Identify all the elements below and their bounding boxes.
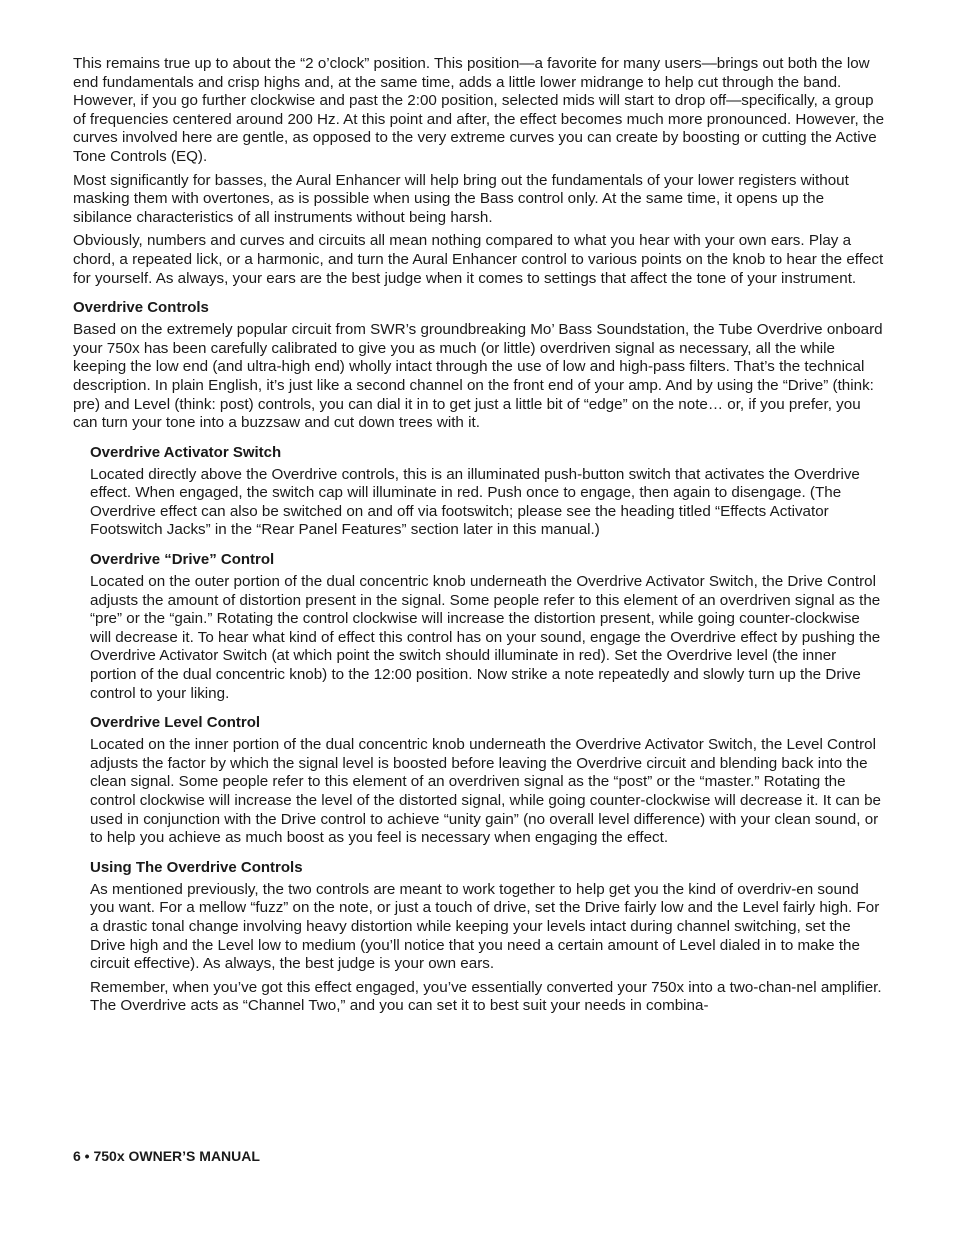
using-section [90, 858, 885, 1016]
activator-paragraph: Located directly above the Overdrive controls, this is an illuminated push-button switch that activates the Overdrive effect. When engaged, the switch cap will illuminate in red. Push once to engage, then again to disengage. (The Overdrive effect can also be switched on and off via footswitch; please see the heading titled “Effects Activator Footswitch Jacks” in the “Rear Panel Features” section later in this manual.) [90, 465, 860, 539]
page-footer: 6 • 750x OWNER’S MANUAL [73, 1148, 260, 1164]
using-heading: Using The Overdrive Controls [90, 858, 303, 876]
drive-heading: Overdrive “Drive” Control [90, 551, 275, 569]
level-paragraph: Located on the inner portion of the dual concentric knob underneath the Overdrive Activator Switch, the Level Control adjusts the factor by which the signal level is boosted before leaving the Overdrive circuit and blending back into the clean signal. Some people refer to this element of an overdriven signal as the “post” or the “master.” Rotating the control clockwise will increase the level of the distorted signal, while going counter-clockwise will decrease it. It can be used in conjunction with the Drive control to achieve “unity gain” (no overall level difference) with your clean sound, or to help you achieve as much boost as you feel is necessary when engaging the effect. [90, 736, 881, 847]
level-heading: Overdrive Level Control [90, 714, 261, 732]
using-paragraph-2: Remember, when you’ve got this effect engaged, you’ve essentially converted your 750x into a two-chan-nel amplifier. The Overdrive acts as “Channel Two,” and you can set it to best suit your needs in combina- [90, 978, 882, 1015]
drive-paragraph: Located on the outer portion of the dual concentric knob underneath the Overdrive Activator Switch, the Drive Control adjusts the amount of distortion present in the signal. Some people refer to this element of an overdriven signal as the “pre” or the “gain.” Rotating the control clockwise will increase the distortion present, while going counter-clockwise will decrease it. To hear what kind of effect this control has on your sound, engage the Overdrive effect by pushing the Overdrive Activator Switch (at which point the switch should illuminate in red). Set the Overdrive level (the inner portion of the dual concentric knob) to the 12:00 position. Now strike a note repeatedly and slowly turn up the Drive control to your liking. [90, 573, 881, 702]
activator-section [90, 443, 885, 540]
overdrive-paragraph: Based on the extremely popular circuit from SWR’s groundbreaking Mo’ Bass Soundstation, the Tube Overdrive onboard your 750x has been carefully calibrated to give you as much (or little) overdriven signal as necessary, all the while keeping the low end (and ultra-high end) wholly intact through the use of low and high-pass filters. That’s the technical description. In plain English, it’s just like a second channel on the front end of your amp. And by using the “Drive” (think: pre) and Level (think: post) controls, you can dial it in to get just a little bit of “edge” on the note… or, if you prefer, you can turn your tone into a buzzsaw and cut down trees with it. [73, 321, 883, 432]
intro-paragraph-3: Obviously, numbers and curves and circuits all mean nothing compared to what you hear with your own ears. Play a chord, a repeated lick, or a harmonic, and turn the Aural Enhancer control to various points on the knob to hear the effect for yourself. As always, your ears are the best judge when it comes to settings that affect the tone of your instrument. [73, 232, 884, 287]
intro-paragraph-2: Most significantly for basses, the Aural Enhancer will help bring out the fundamentals of your lower registers without masking them with overtones, as is possible when using the Bass control only. At the same time, it opens up the sibilance characteristics of all instruments without being harsh. [73, 171, 849, 226]
drive-section [90, 550, 885, 703]
manual-page [73, 55, 885, 1021]
using-paragraph-1: As mentioned previously, the two controls are meant to work together to help get you the kind of overdriv-en sound you want. For a mellow “fuzz” on the note, or just a touch of drive, set the Drive fairly low and the Level fairly high. For a drastic tonal change involving heavy distortion while keeping your levels intact during channel switching, set the Drive high and the Level low to medium (you’ll notice that you need a certain amount of Level dialed in to make the circuit effective). As always, the best judge is your own ears. [90, 880, 880, 973]
intro-paragraph-1: This remains true up to about the “2 o’clock” position. This position—a favorite for many users—brings out both the low end fundamentals and crisp highs and, at the same time, adds a little lower midrange to help cut through the band. However, if you go further clockwise and past the 2:00 position, selected mids will start to drop off—specifically, a group of frequencies centered around 200 Hz. At this point and after, the effect becomes much more pronounced. However, the curves involved here are gentle, as opposed to the very extreme curves you can create by boosting or cutting the Active Tone Controls (EQ). [73, 55, 885, 165]
activator-heading: Overdrive Activator Switch [90, 443, 282, 461]
overdrive-heading: Overdrive Controls [73, 299, 209, 317]
level-section [90, 713, 885, 848]
